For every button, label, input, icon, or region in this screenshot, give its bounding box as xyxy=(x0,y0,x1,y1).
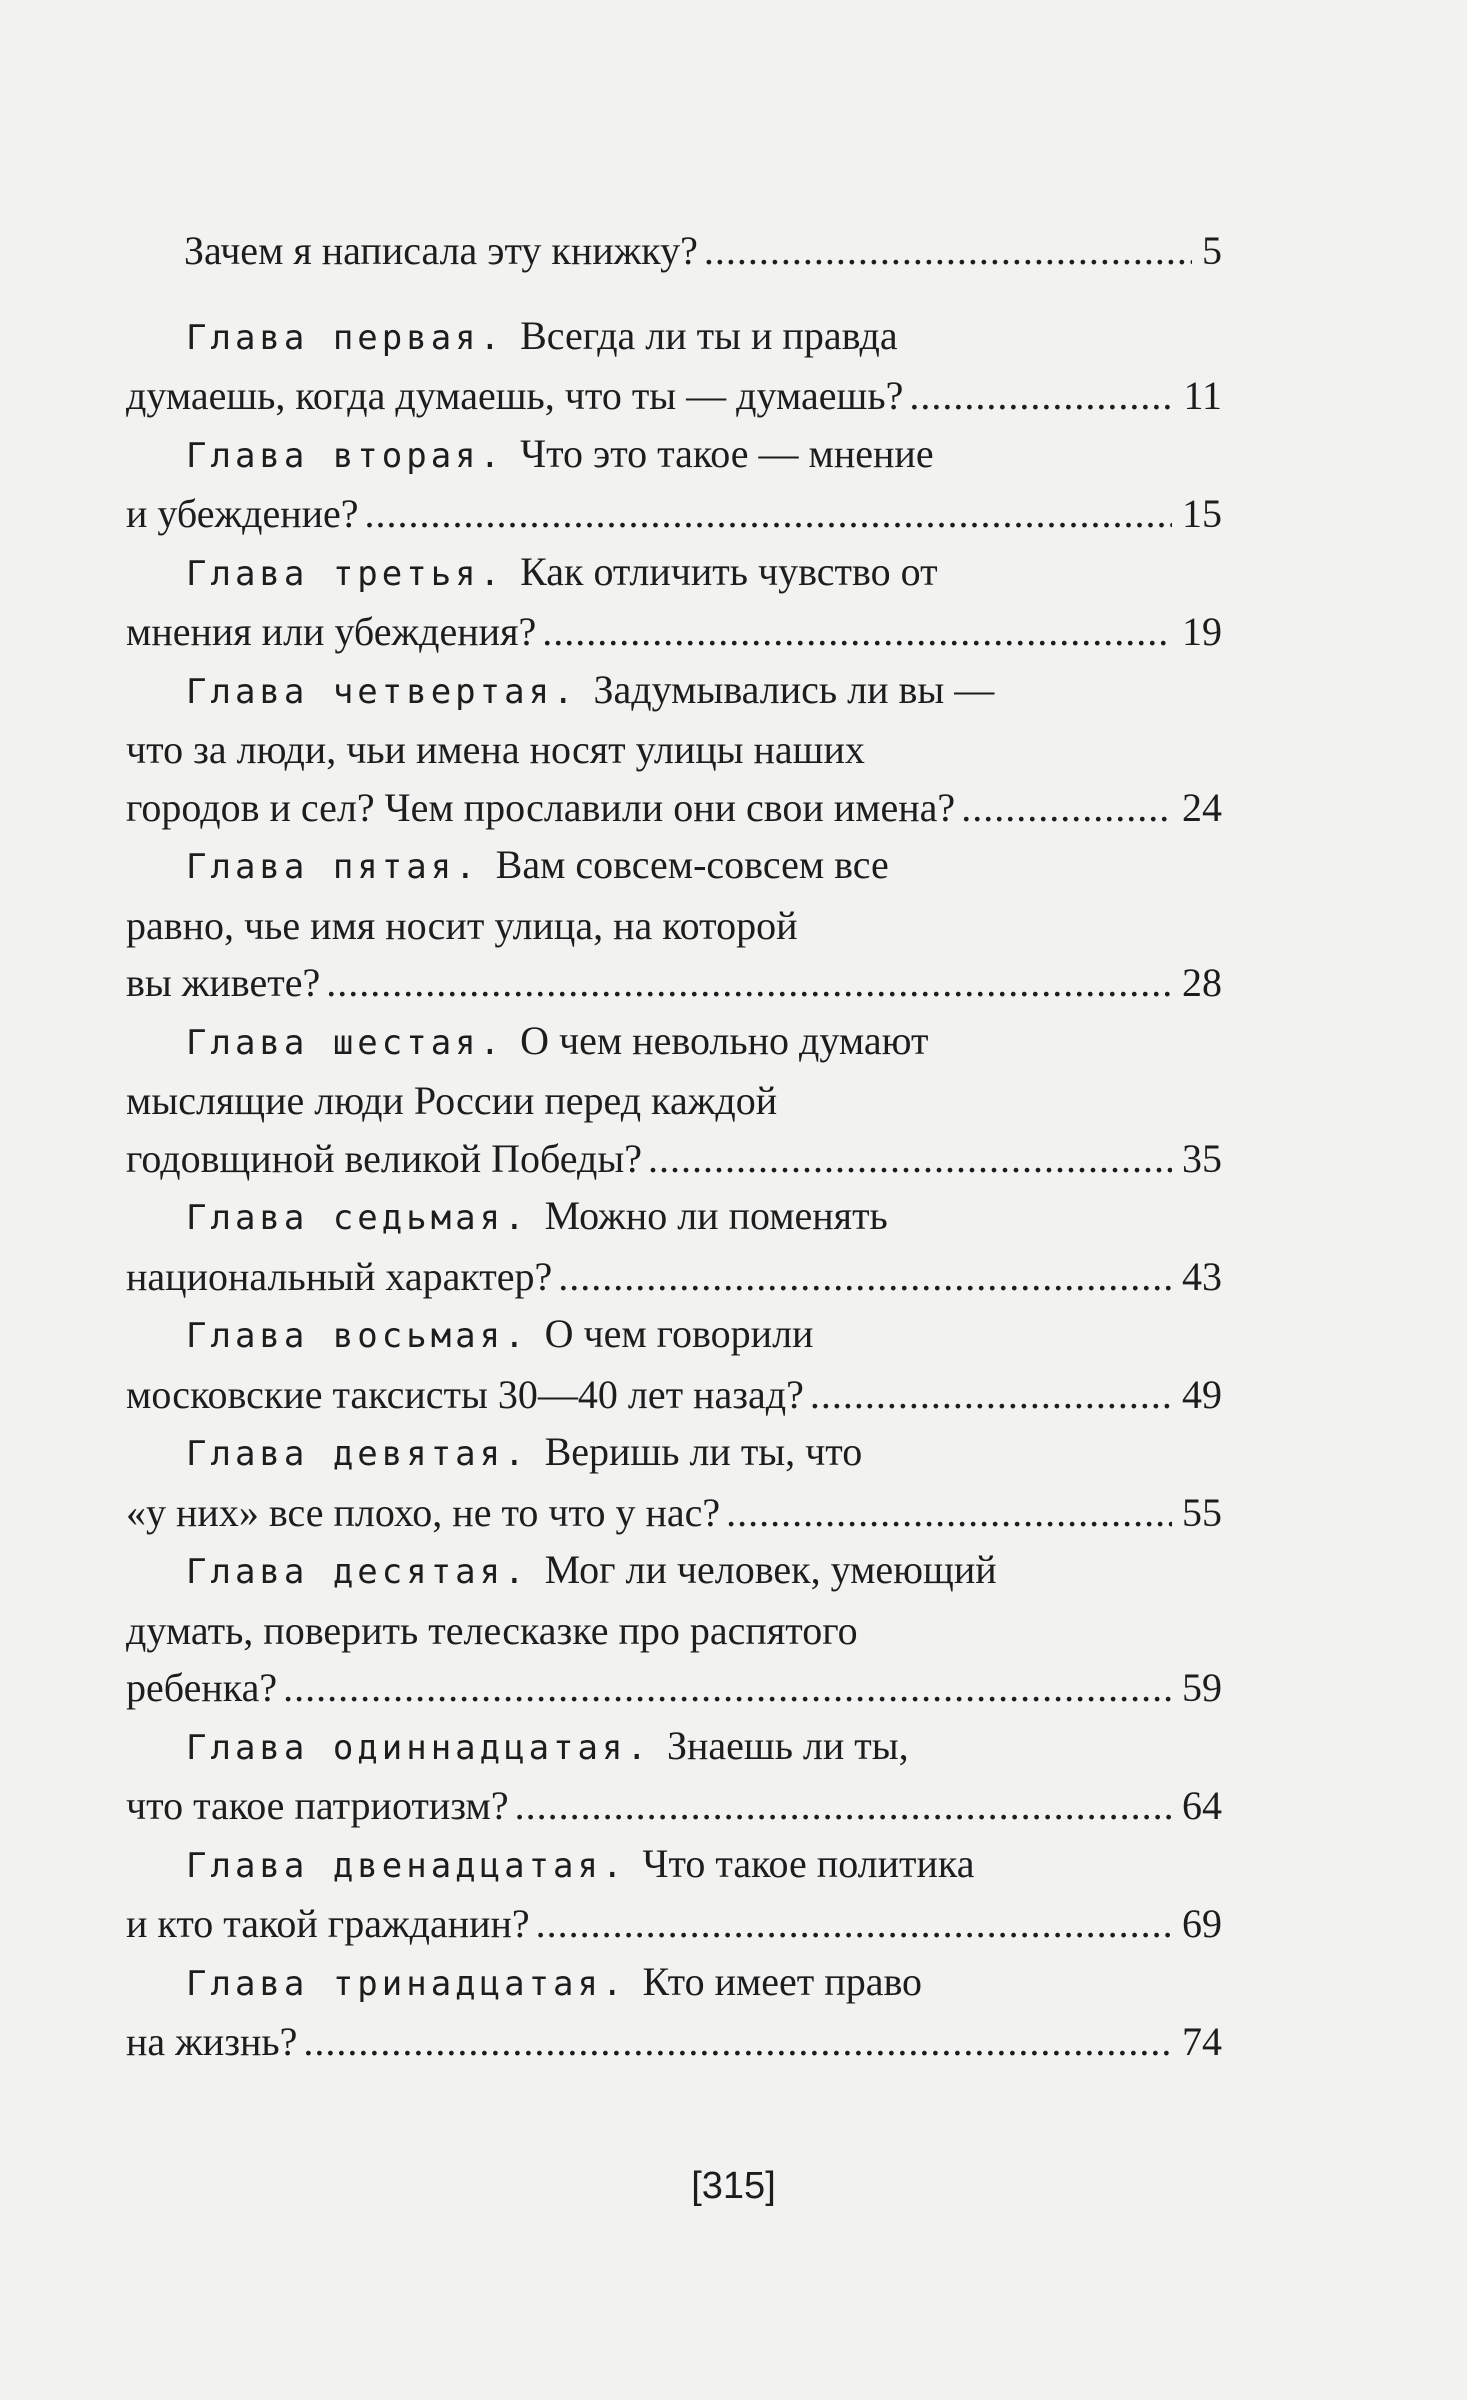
chapter-title-text: мыслящие люди России перед каждой xyxy=(126,1078,778,1123)
toc-chapter-entry xyxy=(126,1305,1222,1423)
chapter-title-text: московские таксисты 30—40 лет назад? xyxy=(126,1371,804,1417)
toc-line xyxy=(126,836,1222,897)
chapter-title-text: Веришь ли ты, что xyxy=(544,1429,863,1474)
toc-page-number: 43 xyxy=(1182,1253,1222,1299)
chapter-title-text: что такое патриотизм? xyxy=(126,1783,509,1828)
toc-line xyxy=(126,1541,1222,1602)
chapter-label: Глава пятая. xyxy=(186,847,480,887)
toc-page-number: 49 xyxy=(1182,1371,1222,1417)
leader-dots xyxy=(704,222,1192,280)
toc-line xyxy=(126,543,1222,604)
leader-dots xyxy=(283,1659,1172,1717)
toc-page-number: 69 xyxy=(1182,1901,1222,1946)
toc-line xyxy=(126,1423,1222,1484)
toc-line xyxy=(126,1953,1222,2014)
toc-page-number: 5 xyxy=(1202,228,1222,273)
toc-page-number: 35 xyxy=(1182,1135,1222,1181)
leader-dots xyxy=(726,1484,1172,1542)
toc-chapter-entry xyxy=(126,661,1222,837)
chapter-label: Глава двенадцатая. xyxy=(186,1845,627,1886)
chapter-title-text: на жизнь? xyxy=(126,2019,298,2064)
toc-line xyxy=(126,1717,1222,1778)
chapter-title-text: Мог ли человек, умеющий xyxy=(544,1547,997,1592)
toc-line xyxy=(126,1484,1222,1542)
leader-dots xyxy=(558,1248,1172,1306)
page-folio: [315] xyxy=(691,2165,776,2207)
chapter-title-text: годовщиной великой Победы? xyxy=(126,1135,643,1181)
toc-page-number: 74 xyxy=(1182,2019,1222,2064)
leader-dots xyxy=(542,603,1172,661)
toc-line xyxy=(126,222,1222,280)
chapter-title-text: Вам совсем-совсем все xyxy=(495,842,889,887)
chapter-label: Глава одиннадцатая. xyxy=(186,1727,651,1768)
chapter-title-text: думаешь, когда думаешь, что ты — думаешь? xyxy=(126,373,904,418)
toc-chapter-entry xyxy=(126,1717,1222,1835)
toc-page-number: 59 xyxy=(1182,1665,1222,1710)
chapter-title-text: вы живете? xyxy=(126,960,321,1005)
toc-line xyxy=(126,367,1222,425)
toc-page-number: 24 xyxy=(1182,784,1222,830)
chapter-label: Глава девятая. xyxy=(186,1434,529,1474)
toc-line xyxy=(126,1012,1222,1073)
toc-page-number: 64 xyxy=(1182,1783,1222,1828)
toc-line xyxy=(126,1602,1222,1660)
toc-line xyxy=(126,1835,1222,1896)
chapter-title-text: городов и сел? Чем прославили они свои имена? xyxy=(126,784,956,830)
leader-dots xyxy=(810,1366,1172,1424)
toc-line xyxy=(126,1777,1222,1835)
toc-line xyxy=(126,1305,1222,1366)
toc-intro-entry xyxy=(126,222,1222,280)
toc-intro-title: Зачем я написала эту книжку? xyxy=(184,228,698,273)
chapter-title-text: что за люди, чьи имена носят улицы наших xyxy=(126,727,865,772)
toc-line xyxy=(126,721,1222,779)
toc-page-number: 19 xyxy=(1182,609,1222,654)
leader-dots xyxy=(909,367,1173,425)
toc-chapter-entry xyxy=(126,836,1222,1012)
chapter-label: Глава первая. xyxy=(186,317,505,358)
toc-line xyxy=(126,1895,1222,1953)
toc-page-number: 55 xyxy=(1182,1489,1222,1535)
chapter-title-text: Как отличить чувство от xyxy=(520,548,938,594)
chapter-title-text: и убеждение? xyxy=(126,491,359,536)
chapter-label: Глава шестая. xyxy=(186,1022,505,1063)
toc-chapter-entry xyxy=(126,425,1222,543)
toc-chapter-entry xyxy=(126,1953,1222,2071)
toc-page-number: 11 xyxy=(1183,373,1222,418)
toc-line xyxy=(126,1072,1222,1130)
toc-chapter-entry xyxy=(126,1423,1222,1541)
leader-dots xyxy=(648,1130,1172,1188)
chapter-title-text: «у них» все плохо, не то что у нас? xyxy=(126,1489,721,1535)
toc-line xyxy=(126,307,1222,368)
toc-chapter-entry xyxy=(126,543,1222,661)
toc-line xyxy=(126,1248,1222,1306)
toc-line xyxy=(126,1659,1222,1717)
toc-line xyxy=(126,1366,1222,1424)
toc-line xyxy=(126,1187,1222,1248)
toc-line xyxy=(126,425,1222,486)
chapter-title-text: Кто имеет право xyxy=(642,1958,923,2004)
chapter-label: Глава четвертая. xyxy=(186,671,578,712)
chapter-title-text: национальный характер? xyxy=(126,1253,553,1299)
chapter-title-text: Знаешь ли ты, xyxy=(666,1722,909,1768)
toc-line xyxy=(126,485,1222,543)
chapter-title-text: О чем говорили xyxy=(544,1311,814,1356)
chapter-label: Глава вторая. xyxy=(186,435,505,476)
toc-chapter-entry xyxy=(126,1187,1222,1305)
toc-line xyxy=(126,954,1222,1012)
toc-chapter-entry xyxy=(126,1012,1222,1188)
toc-line xyxy=(126,603,1222,661)
chapter-title-text: О чем невольно думают xyxy=(520,1017,929,1063)
chapter-label: Глава тринадцатая. xyxy=(186,1963,627,2004)
toc-page-number: 15 xyxy=(1182,491,1222,536)
toc-line xyxy=(126,2013,1222,2071)
leader-dots xyxy=(961,779,1172,837)
toc-chapter-entry xyxy=(126,1835,1222,1953)
toc-line xyxy=(126,897,1222,955)
chapter-label: Глава третья. xyxy=(186,553,505,594)
chapter-title-text: Что это такое — мнение xyxy=(520,430,934,476)
chapter-title-text: Что такое политика xyxy=(642,1840,975,1886)
toc-page-number: 28 xyxy=(1182,960,1222,1005)
table-of-contents xyxy=(126,222,1222,2071)
chapter-label: Глава седьмая. xyxy=(186,1198,529,1238)
chapter-title-text: Задумывались ли вы — xyxy=(593,666,995,712)
leader-dots xyxy=(515,1777,1172,1835)
chapter-title-text: ребенка? xyxy=(126,1665,278,1710)
leader-dots xyxy=(303,2013,1172,2071)
chapter-title-text: Всегда ли ты и правда xyxy=(520,312,898,358)
leader-dots xyxy=(536,1895,1172,1953)
toc-chapter-entry xyxy=(126,1541,1222,1717)
leader-dots xyxy=(365,485,1172,543)
chapter-label: Глава десятая. xyxy=(186,1552,529,1592)
chapter-label: Глава восьмая. xyxy=(186,1316,529,1356)
toc-line xyxy=(126,779,1222,837)
chapter-title-text: мнения или убеждения? xyxy=(126,609,537,654)
chapter-title-text: и кто такой гражданин? xyxy=(126,1901,530,1946)
chapter-title-text: думать, поверить телесказке про распятого xyxy=(126,1607,858,1653)
chapter-title-text: равно, чье имя носит улица, на которой xyxy=(126,902,798,948)
toc-line xyxy=(126,1130,1222,1188)
chapter-title-text: Можно ли поменять xyxy=(544,1193,888,1238)
leader-dots xyxy=(326,954,1172,1012)
toc-chapter-entry xyxy=(126,307,1222,425)
toc-line xyxy=(126,661,1222,722)
